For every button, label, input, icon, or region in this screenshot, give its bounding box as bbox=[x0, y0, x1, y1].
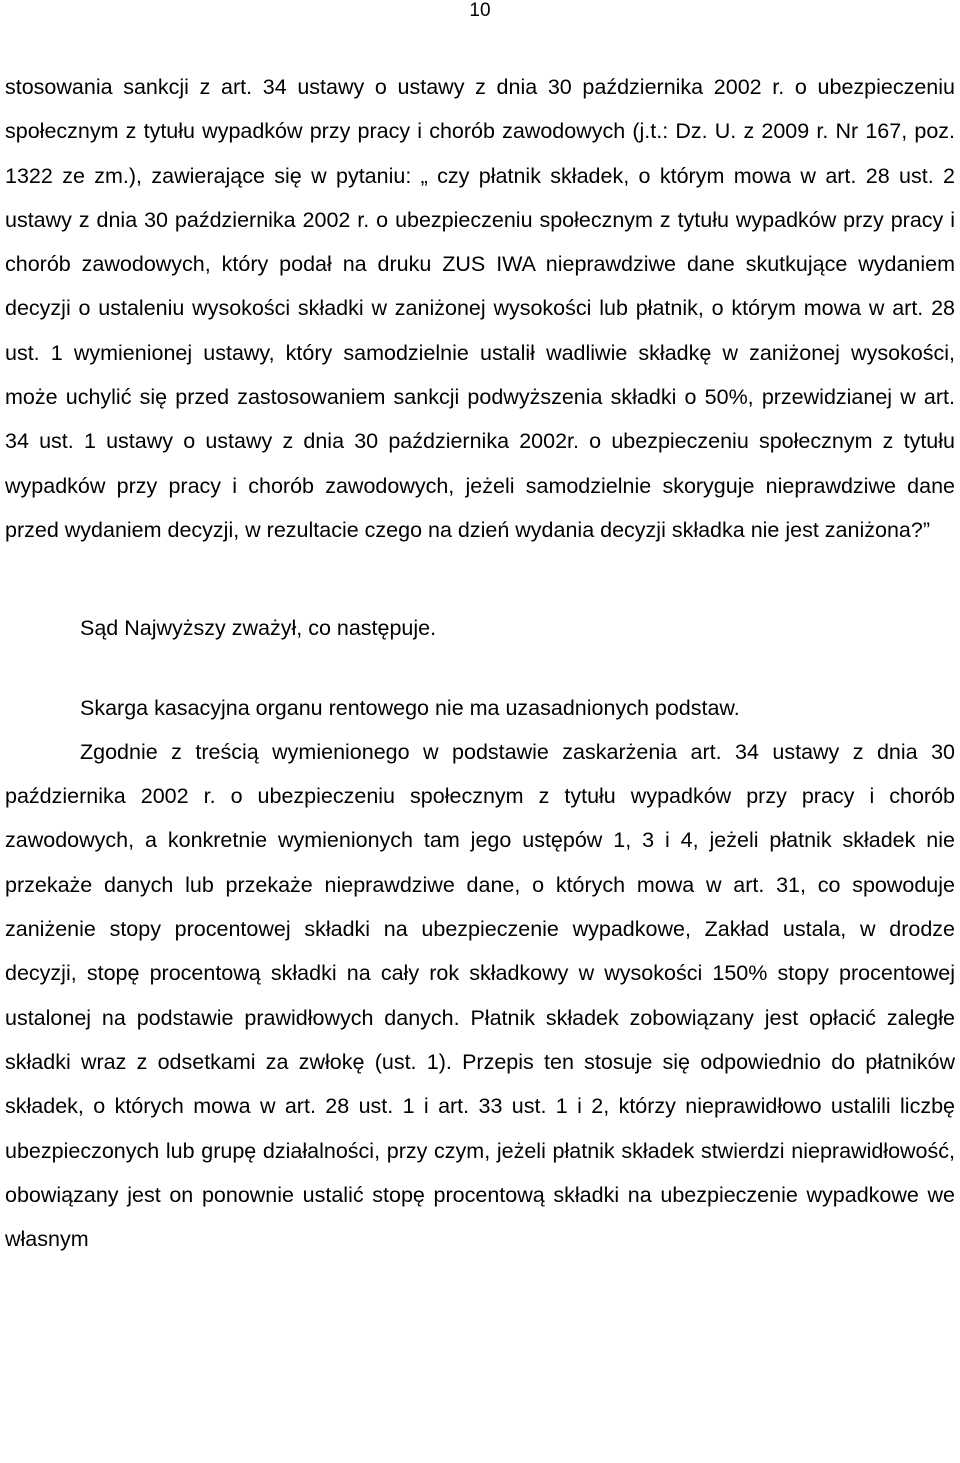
paragraph-legal-analysis: Zgodnie z treścią wymienionego w podstawie zaskarżenia art. 34 ustawy z dnia 30 października 2002 r. o ubezpieczeniu społecznym z tytułu wypadków przy pracy i chorób zawodowych, a konkretnie wymienionych tam jego ustępów 1, 3 i 4, jeżeli płatnik składek nie przekaże danych lub przekaże nieprawdziwe dane, o których mowa w art. 31, co spowoduje zaniżenie stopy procentowej składki na ubezpieczenie wypadkowe, Zakład ustala, w drodze decyzji, stopę procentową składki na cały rok składkowy w wysokości 150% stopy procentowej ustalonej na podstawie prawidłowych danych. Płatnik składek zobowiązany jest opłacić zaległe składki wraz z odsetkami za zwłokę (ust. 1). Przepis ten stosuje się odpowiednio do płatników składek, o których mowa w art. 28 ust. 1 i art. 33 ust. 1 i 2, którzy nieprawidłowo ustalili liczbę ubezpieczonych lub grupę działalności, przy czym, jeżeli płatnik składek stwierdzi nieprawidłowość, obowiązany jest on ponownie ustalić stopę procentową składki na ubezpieczenie wypadkowe we własnym bbox=[5, 739, 955, 1252]
paragraph-question: stosowania sankcji z art. 34 ustawy o ustawy z dnia 30 października 2002 r. o ubezpieczeniu społecznym z tytułu wypadków przy pracy i chorób zawodowych (j.t.: Dz. U. z 2009 r. Nr 167, poz. 1322 ze zm.), zawierające się w pytaniu: „ czy płatnik składek, o którym mowa w art. 28 ust. 2 ustawy z dnia 30 października 2002 r. o ubezpieczeniu społecznym z tytułu wypadków przy pracy i chorób zawodowych, który podał na druku ZUS IWA nieprawdziwe dane skutkujące wydaniem decyzji o ustaleniu wysokości składki w zaniżonej wysokości lub płatnik, o którym mowa w art. 28 ust. 1 wymienionej ustawy, który samodzielnie ustalił wadliwie składkę w zaniżonej wysokości, może uchylić się przed zastosowaniem sankcji podwyższenia składki o 50%, przewidzianej w art. 34 ust. 1 ustawy o ustawy z dnia 30 października 2002r. o ubezpieczeniu społecznym z tytułu wypadków przy pracy i chorób zawodowych, jeżeli samodzielnie skoryguje nieprawdziwe dane przed wydaniem decyzji, w rezultacie czego na dzień wydania decyzji składka nie jest zaniżona?” bbox=[5, 75, 955, 542]
page-number: 10 bbox=[469, 0, 491, 21]
paragraph-spacer bbox=[5, 552, 955, 606]
paragraph-spacer bbox=[5, 651, 955, 686]
paragraph-cassation-complaint: Skarga kasacyjna organu rentowego nie ma uzasadnionych podstaw. bbox=[80, 695, 740, 720]
document-body bbox=[5, 65, 955, 1261]
paragraph-court-considered: Sąd Najwyższy zważył, co następuje. bbox=[80, 616, 437, 641]
